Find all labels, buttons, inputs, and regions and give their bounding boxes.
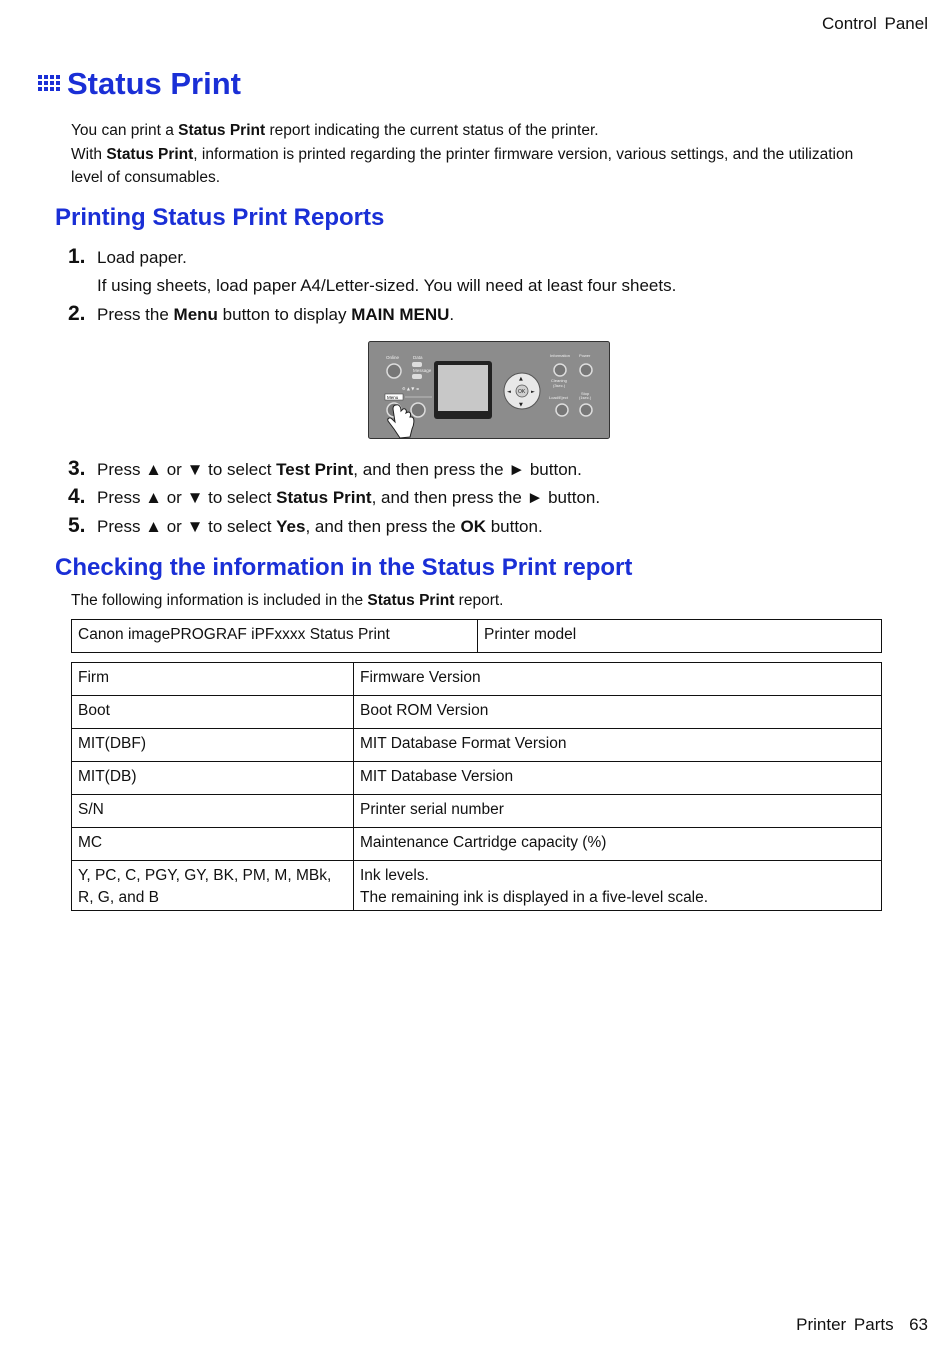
table-row (72, 696, 882, 729)
stop-sub-label: (1sec.) (579, 395, 592, 400)
page-title: Status Print (67, 66, 241, 101)
left-arrow-icon: ◄ (507, 389, 511, 395)
section-heading-printing: Printing Status Print Reports (55, 204, 385, 231)
table-cell: MC (72, 828, 354, 861)
table-cell: Boot (72, 696, 354, 729)
table-cell: Firmware Version (354, 663, 882, 696)
table-cell: S/N (72, 795, 354, 828)
back-button (411, 403, 425, 417)
table-cell: Maintenance Cartridge capacity (%) (354, 828, 882, 861)
data-lamp (412, 362, 422, 367)
data-label: Data (413, 355, 423, 360)
table-caption: The following information is included in the Status Print report. (71, 592, 504, 609)
step-number: 2. (68, 302, 86, 325)
load-eject-button (556, 404, 568, 416)
step-text: Press ▲ or ▼ to select Status Print, and then press the ► button. (97, 488, 601, 507)
intro-paragraph-2: With Status Print, information is printed regarding the printer firmware version, various settings, and the utilization level of consumables. (71, 145, 854, 186)
step-note: If using sheets, load paper A4/Letter-sized. You will need at least four sheets. (97, 276, 677, 295)
menu-label: Menu (387, 395, 399, 400)
footer-text: Printer Parts (796, 1315, 894, 1334)
table-row (72, 795, 882, 828)
step-number: 1. (68, 245, 86, 268)
section-heading-checking: Checking the information in the Status Print report (55, 554, 633, 581)
load-eject-label: Load/Eject (549, 395, 568, 400)
table-cell: MIT(DBF) (72, 729, 354, 762)
page-footer (796, 1315, 928, 1335)
table-cell: Printer serial number (354, 795, 882, 828)
page-number: 63 (909, 1315, 928, 1334)
information-button (554, 364, 566, 376)
step-text: Press ▲ or ▼ to select Yes, and then press the OK button. (97, 517, 543, 536)
message-lamp (412, 374, 422, 379)
message-label: Message (413, 368, 432, 373)
table-cell: Ink levels. The remaining ink is displayed in a five-level scale. (354, 861, 882, 911)
power-button (580, 364, 592, 376)
grid-icon (38, 75, 62, 97)
step-text: Press the Menu button to display MAIN MENU. (97, 305, 455, 324)
information-label: Information (550, 353, 571, 358)
model-table (71, 619, 882, 653)
step-number: 5. (68, 514, 86, 537)
up-arrow-icon: ▲ (519, 376, 523, 382)
table-cell: Printer model (478, 620, 882, 653)
cleaning-sub-label: (3sec.) (553, 383, 566, 388)
right-arrow-icon: ► (531, 389, 535, 395)
cleaning-label: Cleaning (551, 378, 567, 383)
table-row (72, 861, 882, 911)
control-panel-illustration (368, 341, 610, 439)
stop-button (580, 404, 592, 416)
down-arrow-icon: ▼ (519, 402, 523, 408)
table-cell: MIT(DB) (72, 762, 354, 795)
table-row (72, 729, 882, 762)
table-row (72, 663, 882, 696)
online-label: Online (386, 355, 400, 360)
table-row (72, 620, 882, 653)
lcd-screen (438, 365, 488, 411)
step-number: 4. (68, 485, 86, 508)
table-cell: MIT Database Format Version (354, 729, 882, 762)
table-cell: Canon imagePROGRAF iPFxxxx Status Print (72, 620, 478, 653)
table-cell: Y, PC, C, PGY, GY, BK, PM, M, MBk, R, G, and B (72, 861, 354, 911)
running-header: Control Panel (821, 14, 928, 33)
intro-paragraph-1: You can print a Status Print report indicating the current status of the printer. (71, 122, 599, 139)
table-row (72, 828, 882, 861)
step-text: Load paper. (97, 248, 187, 267)
ok-label: OK (518, 389, 526, 395)
status-fields-table (71, 662, 882, 911)
svg-text:⚙ ▲ ▼ ◄: ⚙ ▲ ▼ ◄ (402, 386, 419, 391)
online-button (387, 364, 401, 378)
table-cell: MIT Database Version (354, 762, 882, 795)
table-cell: Boot ROM Version (354, 696, 882, 729)
power-label: Power (579, 353, 591, 358)
intro-text (71, 119, 871, 190)
step-text: Press ▲ or ▼ to select Test Print, and then press the ► button. (97, 460, 582, 479)
table-row (72, 762, 882, 795)
table-cell: Firm (72, 663, 354, 696)
stop-label: Stop (581, 391, 590, 396)
step-number: 3. (68, 457, 86, 480)
